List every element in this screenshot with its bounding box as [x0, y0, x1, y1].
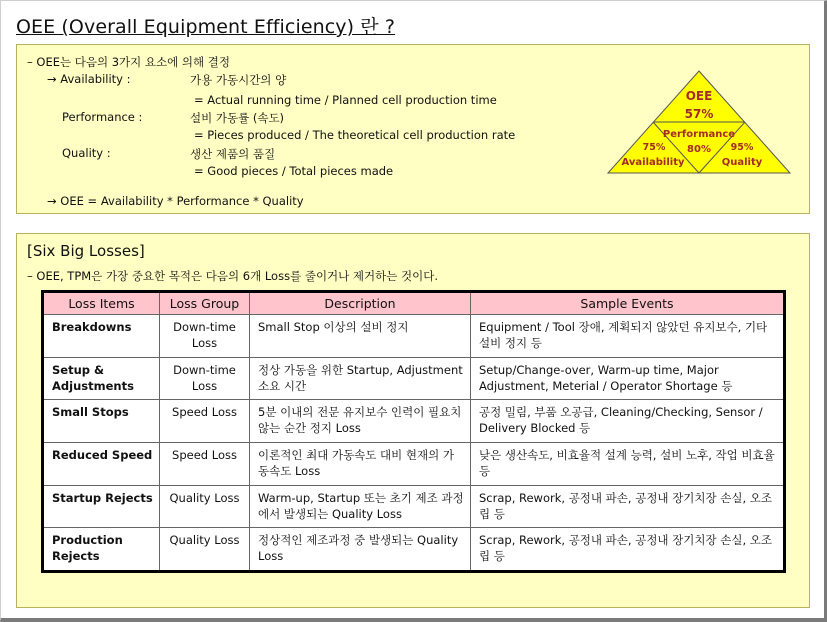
loss-group-cell: Speed Loss	[160, 442, 250, 485]
quality-label: Quality :	[62, 146, 111, 160]
loss-group-cell: Speed Loss	[160, 400, 250, 443]
table-row	[43, 442, 785, 485]
loss-item-cell: Production Rejects	[43, 528, 160, 572]
availability-desc: 가용 가동시간의 양	[190, 73, 287, 87]
performance-label: Performance :	[62, 110, 143, 124]
performance-desc: 설비 가동률 (속도)	[190, 111, 285, 125]
quality-formula: = Good pieces / Total pieces made	[194, 164, 394, 178]
triangle-performance-value: 80%	[687, 144, 711, 155]
oee-intro: – OEE는 다음의 3가지 요소에 의해 결정	[27, 55, 230, 69]
column-header-sample-events: Sample Events	[471, 292, 785, 315]
loss-group-cell: Quality Loss	[160, 528, 250, 572]
oee-formula: → OEE = Availability * Performance * Quality	[47, 194, 304, 208]
column-header-description: Description	[250, 292, 471, 315]
triangle-availability-value: 75%	[642, 142, 666, 153]
loss-item-cell: Startup Rejects	[43, 485, 160, 528]
triangle-oee-value: 57%	[684, 107, 714, 121]
sample-events-cell: Scrap, Rework, 공정내 파손, 공정내 장기치장 손실, 오조립 등	[471, 485, 785, 528]
sample-events-cell: Scrap, Rework, 공정내 파손, 공정내 장기치장 손실, 오조립 등	[471, 528, 785, 572]
loss-group-cell: Down-time Loss	[160, 315, 250, 358]
availability-formula: = Actual running time / Planned cell production time	[194, 93, 497, 107]
loss-item-cell: Setup & Adjustments	[43, 357, 160, 400]
description-cell: Small Stop 이상의 설비 정지	[250, 315, 471, 358]
loss-item-cell: Reduced Speed	[43, 442, 160, 485]
loss-group-cell: Quality Loss	[160, 485, 250, 528]
description-cell: 정상 가동을 위한 Startup, Adjustment 소요 시간	[250, 357, 471, 400]
table-header-row	[43, 292, 785, 315]
availability-label: → Availability :	[47, 72, 131, 86]
triangle-oee-label: OEE	[685, 89, 713, 103]
sample-events-cell: Equipment / Tool 장애, 계획되지 않았던 유지보수, 기타 설비 정지 등	[471, 315, 785, 358]
six-big-losses-table	[41, 290, 786, 573]
sample-events-cell: 공정 밀림, 부품 오공급, Cleaning/Checking, Sensor / Delivery Blocked 등	[471, 400, 785, 443]
table-row	[43, 357, 785, 400]
six-big-losses-heading: [Six Big Losses]	[27, 242, 145, 260]
column-header-loss-group: Loss Group	[160, 292, 250, 315]
page-title: OEE (Overall Equipment Efficiency) 란 ?	[16, 16, 396, 38]
triangle-performance-label: Performance	[662, 129, 736, 140]
table-row	[43, 400, 785, 443]
description-cell: Warm-up, Startup 또는 초기 제조 과정에서 발생되는 Quality Loss	[250, 485, 471, 528]
table-row	[43, 485, 785, 528]
sample-events-cell: Setup/Change-over, Warm-up time, Major Adjustment, Meterial / Operator Shortage 등	[471, 357, 785, 400]
description-cell: 정상적인 제조과정 중 발생되는 Quality Loss	[250, 528, 471, 572]
column-header-loss-items: Loss Items	[43, 292, 160, 315]
triangle-quality-label: Quality	[721, 157, 763, 168]
performance-formula: = Pieces produced / The theoretical cell production rate	[194, 128, 516, 142]
triangle-quality-value: 95%	[730, 142, 754, 153]
quality-desc: 생산 제품의 품질	[190, 147, 276, 161]
table-row	[43, 528, 785, 572]
sample-events-cell: 낮은 생산속도, 비효율적 설계 능력, 설비 노후, 작업 비효율 등	[471, 442, 785, 485]
loss-item-cell: Small Stops	[43, 400, 160, 443]
table-row	[43, 315, 785, 358]
description-cell: 이론적인 최대 가동속도 대비 현재의 가동속도 Loss	[250, 442, 471, 485]
loss-group-cell: Down-time Loss	[160, 357, 250, 400]
six-big-losses-intro: – OEE, TPM은 가장 중요한 목적은 다음의 6개 Loss를 줄이거나 제거하는 것이다.	[27, 269, 438, 283]
loss-item-cell: Breakdowns	[43, 315, 160, 358]
triangle-availability-label: Availability	[621, 157, 685, 168]
description-cell: 5분 이내의 전문 유지보수 인력이 필요치 않는 순간 정지 Loss	[250, 400, 471, 443]
